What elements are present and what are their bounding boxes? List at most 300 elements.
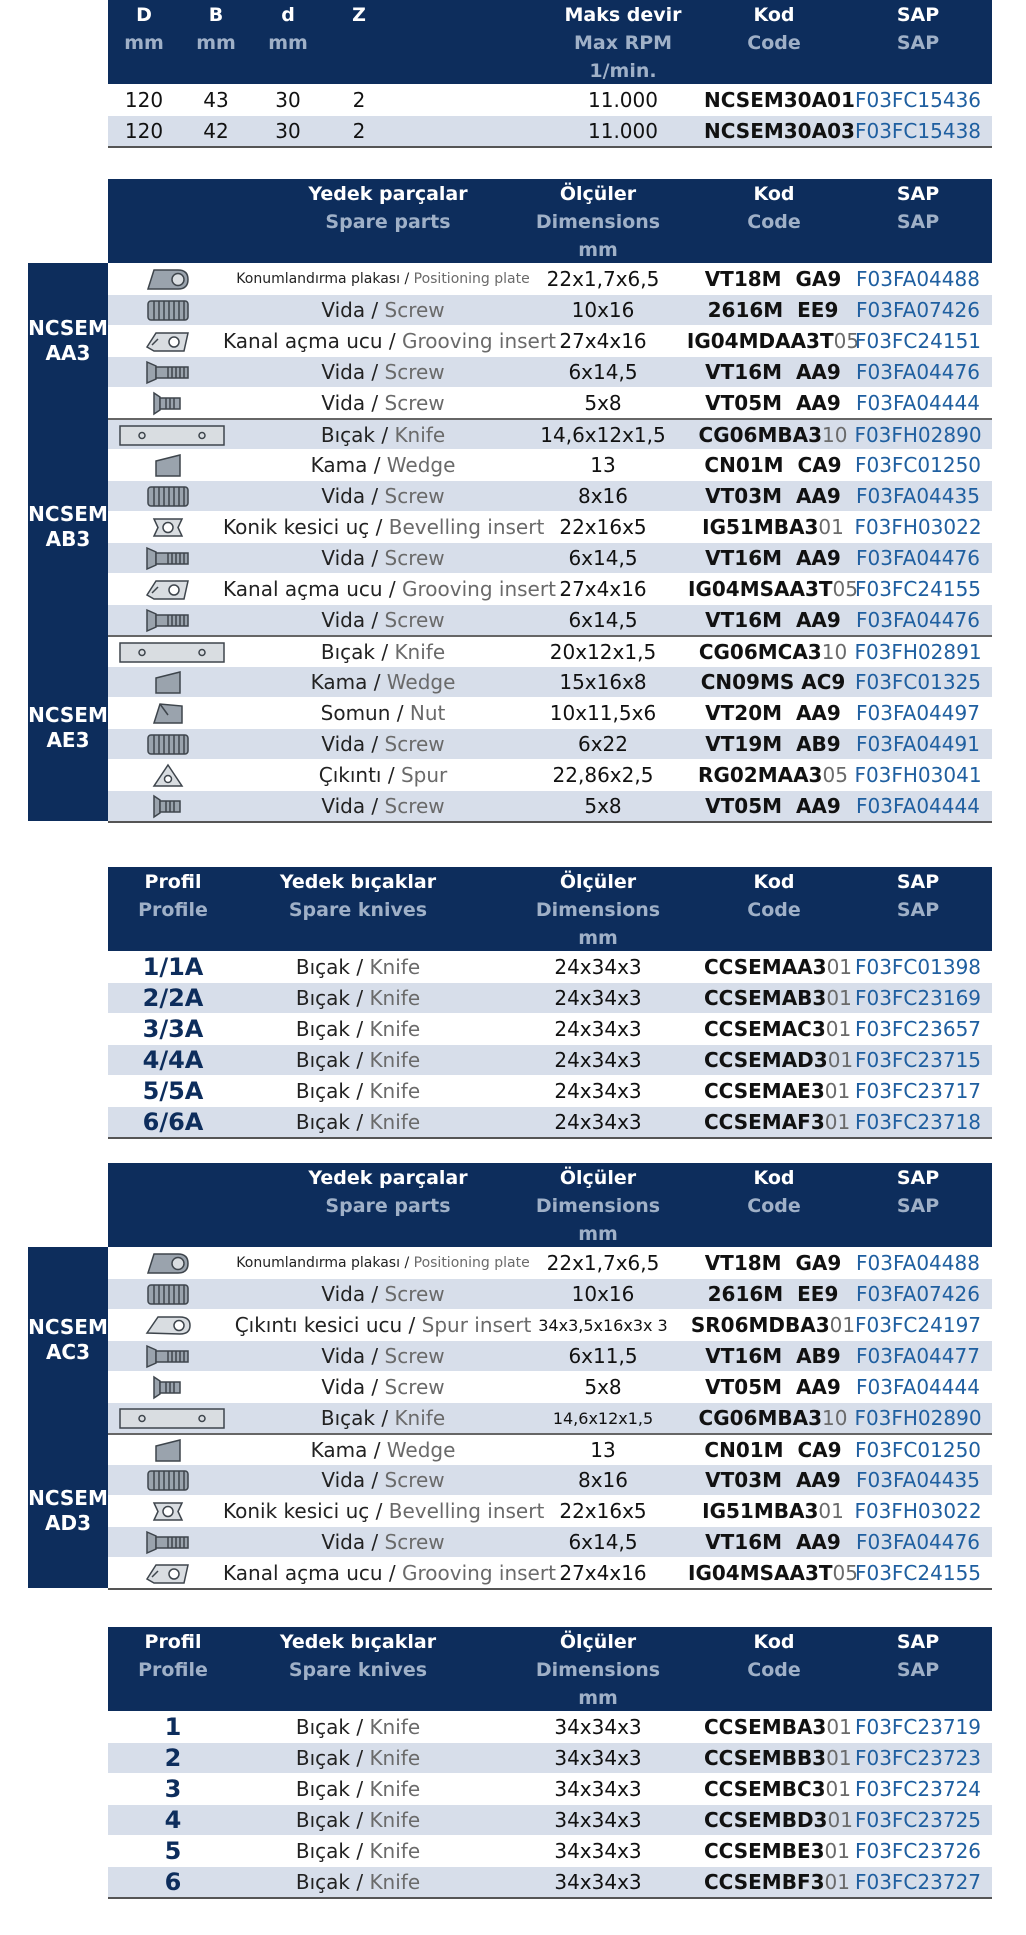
code-cell bbox=[704, 983, 852, 1014]
part-name-slash: / bbox=[402, 1313, 422, 1337]
part-name-tr: Vida bbox=[321, 1530, 366, 1554]
sap-cell: F03FH02890 bbox=[854, 423, 982, 447]
code-cell bbox=[683, 1558, 863, 1589]
dimension-cell: 34x34x3 bbox=[554, 1777, 642, 1801]
part-name-tr: Bıçak bbox=[295, 1839, 350, 1863]
column-header-unit: 1/min. bbox=[589, 60, 657, 82]
dimension-cell: 34x34x3 bbox=[554, 1746, 642, 1770]
column-header bbox=[518, 868, 678, 952]
column-header-en: Dimensions bbox=[535, 1195, 661, 1217]
sap-cell: F03FC23718 bbox=[854, 1110, 982, 1134]
table-bottom-rule bbox=[108, 821, 992, 823]
product-group-label bbox=[28, 1433, 108, 1588]
code-cell: NCSEM30A03 bbox=[704, 119, 855, 143]
table-header bbox=[108, 867, 992, 951]
column-header bbox=[844, 1164, 992, 1220]
part-name-slash: / bbox=[382, 329, 403, 353]
knife-icon bbox=[118, 1406, 226, 1431]
product-group-label-text bbox=[28, 502, 108, 552]
part-name-en: Bevelling insert bbox=[388, 515, 545, 539]
code-base: VT19M AB9 bbox=[705, 732, 841, 756]
code-base: VT16M AA9 bbox=[705, 546, 841, 570]
z-cell: 2 bbox=[352, 88, 366, 112]
part-name-tr: Bıçak bbox=[295, 1079, 350, 1103]
code-suffix: 01 bbox=[826, 1746, 852, 1770]
part-name-cell bbox=[238, 952, 478, 983]
part-name-tr: Kama bbox=[310, 1438, 368, 1462]
product-group-line1: NCSEM bbox=[28, 315, 108, 340]
screw-long-icon bbox=[144, 1468, 192, 1493]
code-suffix: 01 bbox=[825, 1777, 851, 1801]
dimension-cell: 5x8 bbox=[584, 794, 622, 818]
code-suffix: 01 bbox=[826, 986, 852, 1010]
part-name-tr: Bıçak bbox=[320, 640, 375, 664]
profile-cell: 6 bbox=[164, 1868, 182, 1896]
part-name-tr: Vida bbox=[321, 484, 366, 508]
part-name-cell bbox=[223, 637, 543, 668]
column-header-tr: SAP bbox=[896, 871, 940, 893]
sap-cell: F03FA04476 bbox=[856, 360, 980, 384]
column-header-tr: d bbox=[281, 4, 295, 26]
code-base: 2616M EE9 bbox=[707, 1282, 839, 1306]
part-name-en: Screw bbox=[384, 298, 445, 322]
table-row bbox=[108, 1866, 992, 1897]
code-suffix: 10 bbox=[822, 1406, 848, 1430]
bore-cell: 30 bbox=[275, 119, 301, 143]
sap-cell: F03FC01325 bbox=[854, 670, 982, 694]
part-name-tr: Kanal açma ucu bbox=[223, 1561, 383, 1585]
table-row bbox=[108, 84, 992, 115]
part-name-tr: Bıçak bbox=[295, 1110, 350, 1134]
sap-cell: F03FA04476 bbox=[856, 608, 980, 632]
dimension-cell: 22x1,7x6,5 bbox=[546, 1251, 660, 1275]
part-name-tr: Konumlandırma plakası bbox=[236, 271, 400, 287]
code-cell bbox=[683, 326, 863, 357]
part-name-en: Screw bbox=[384, 484, 445, 508]
part-name-en: Positioning plate bbox=[413, 1255, 530, 1271]
code-cell bbox=[683, 420, 863, 451]
column-header-tr: SAP bbox=[896, 1167, 940, 1189]
code-suffix: 10 bbox=[821, 640, 848, 664]
spur-icon bbox=[144, 763, 192, 788]
dimension-cell: 8x16 bbox=[577, 484, 628, 508]
code-cell bbox=[683, 1248, 863, 1279]
part-name-en: Screw bbox=[384, 546, 445, 570]
table-row bbox=[108, 1433, 992, 1464]
part-name-slash: / bbox=[365, 1282, 385, 1306]
part-name-slash: / bbox=[365, 608, 385, 632]
table-row bbox=[108, 115, 992, 146]
part-name-slash: / bbox=[374, 640, 395, 664]
profile-cell: 1/1A bbox=[142, 953, 204, 981]
d-cell: 120 bbox=[124, 88, 164, 112]
code-cell bbox=[683, 605, 863, 636]
column-header bbox=[518, 1628, 678, 1712]
code-base: RG02MAA3 bbox=[698, 763, 823, 787]
column-header-en: Code bbox=[747, 211, 801, 233]
part-name-cell bbox=[223, 760, 543, 791]
dimension-cell: 24x34x3 bbox=[554, 1017, 642, 1041]
table-row bbox=[108, 635, 992, 666]
table-header bbox=[108, 1627, 992, 1711]
dimension-cell: 14,6x12x1,5 bbox=[552, 1409, 654, 1428]
part-name-cell bbox=[238, 1836, 478, 1867]
column-header-tr: Profil bbox=[144, 871, 202, 893]
product-group-label bbox=[28, 1247, 108, 1433]
column-header bbox=[518, 180, 678, 264]
product-group-line2: AA3 bbox=[45, 340, 91, 365]
dimension-cell: 15x16x8 bbox=[559, 670, 647, 694]
profile-cell: 4/4A bbox=[142, 1046, 204, 1074]
code-base: VT18M GA9 bbox=[704, 1251, 842, 1275]
column-header-tr: Z bbox=[352, 4, 366, 26]
part-name-cell bbox=[223, 481, 543, 512]
table-header bbox=[108, 179, 992, 263]
table-row bbox=[108, 1495, 992, 1526]
column-header bbox=[268, 180, 508, 236]
dimension-cell: 6x14,5 bbox=[568, 360, 638, 384]
part-name-cell bbox=[223, 1279, 543, 1310]
code-base: CCSEMBE3 bbox=[704, 1839, 825, 1863]
sap-cell: F03FC24151 bbox=[854, 329, 982, 353]
column-header-en: Spare knives bbox=[288, 1659, 428, 1681]
sap-cell: F03FC23727 bbox=[854, 1870, 982, 1894]
code-cell bbox=[683, 1527, 863, 1558]
part-name-cell bbox=[223, 264, 543, 295]
sap-cell: F03FA04435 bbox=[856, 484, 980, 508]
part-name-en: Knife bbox=[369, 1110, 421, 1134]
code-base: CCSEMAF3 bbox=[704, 1110, 825, 1134]
code-cell bbox=[683, 1403, 863, 1434]
part-name-slash: / bbox=[349, 1746, 370, 1770]
part-name-slash: / bbox=[365, 1344, 385, 1368]
part-name-slash: / bbox=[349, 1715, 370, 1739]
code-base: VT05M AA9 bbox=[705, 1375, 841, 1399]
code-base: CCSEMBD3 bbox=[704, 1808, 828, 1832]
table-row bbox=[108, 480, 992, 511]
part-name-cell bbox=[223, 1372, 543, 1403]
sap-cell: F03FA07426 bbox=[856, 298, 980, 322]
sap-cell: F03FA04488 bbox=[856, 1251, 980, 1275]
dimension-cell: 22,86x2,5 bbox=[552, 763, 654, 787]
code-base: CCSEMAA3 bbox=[704, 955, 827, 979]
code-cell bbox=[683, 1465, 863, 1496]
table-row bbox=[108, 1247, 992, 1278]
code-cell bbox=[704, 1014, 852, 1045]
dimension-cell: 10x16 bbox=[571, 1282, 635, 1306]
sap-cell: F03FC15438 bbox=[854, 119, 982, 143]
column-header bbox=[108, 1628, 238, 1684]
part-name-cell bbox=[223, 1527, 543, 1558]
part-name-cell bbox=[238, 1774, 478, 1805]
part-name-slash: / bbox=[382, 577, 403, 601]
code-cell bbox=[683, 729, 863, 760]
dimension-cell: 27x4x16 bbox=[559, 577, 647, 601]
column-header bbox=[704, 1628, 844, 1684]
code-cell bbox=[683, 512, 863, 543]
part-name-tr: Kama bbox=[310, 670, 368, 694]
dimension-cell: 22x16x5 bbox=[559, 1499, 647, 1523]
part-name-tr: Kanal açma ucu bbox=[223, 329, 383, 353]
code-cell bbox=[704, 1805, 853, 1836]
product-group-line2: AC3 bbox=[45, 1340, 91, 1364]
part-name-slash: / bbox=[374, 1406, 395, 1430]
profile-cell: 3/3A bbox=[142, 1015, 204, 1043]
table-row bbox=[108, 666, 992, 697]
sap-cell: F03FA04491 bbox=[856, 732, 980, 756]
table-bottom-rule bbox=[108, 146, 992, 148]
wedge-icon bbox=[144, 670, 192, 695]
table-row bbox=[108, 356, 992, 387]
code-suffix: 01 bbox=[818, 515, 844, 539]
part-name-slash: / bbox=[381, 763, 401, 787]
column-header-en: Spare knives bbox=[288, 899, 428, 921]
machine-spec-table bbox=[108, 0, 992, 150]
code-cell bbox=[704, 1107, 851, 1138]
dimension-cell: 22x16x5 bbox=[559, 515, 647, 539]
screw-long-icon bbox=[144, 484, 192, 509]
code-cell bbox=[683, 791, 863, 822]
table-row bbox=[108, 511, 992, 542]
b-cell: 42 bbox=[203, 119, 229, 143]
sap-cell: F03FA04477 bbox=[856, 1344, 980, 1368]
part-name-tr: Kama bbox=[310, 453, 368, 477]
sap-cell: F03FC01250 bbox=[854, 453, 982, 477]
column-header-tr: Ölçüler bbox=[559, 1631, 637, 1653]
dimension-cell: 14,6x12x1,5 bbox=[540, 423, 666, 447]
screw-long-icon bbox=[144, 298, 192, 323]
product-group-label bbox=[28, 263, 108, 418]
profile-cell: 1 bbox=[164, 1713, 182, 1741]
part-name-tr: Vida bbox=[321, 546, 366, 570]
dimension-cell: 5x8 bbox=[584, 391, 622, 415]
part-name-tr: Bıçak bbox=[295, 1715, 350, 1739]
column-header-en: mm bbox=[196, 32, 236, 54]
part-name-en: Grooving insert bbox=[402, 329, 556, 353]
code-base: CG06MBA3 bbox=[698, 1406, 822, 1430]
code-base: VT05M AA9 bbox=[705, 794, 841, 818]
part-name-tr: Çıkıntı bbox=[318, 763, 382, 787]
part-name-slash: / bbox=[369, 1499, 389, 1523]
part-name-en: Screw bbox=[384, 1468, 445, 1492]
part-name-tr: Bıçak bbox=[295, 1746, 350, 1770]
part-name-en: Knife bbox=[369, 1079, 421, 1103]
part-name-cell bbox=[223, 667, 543, 698]
table-row bbox=[108, 1340, 992, 1371]
part-name-en: Knife bbox=[369, 1746, 421, 1770]
dimension-cell: 5x8 bbox=[584, 1375, 622, 1399]
profile-cell: 4 bbox=[164, 1806, 182, 1834]
table-row bbox=[108, 982, 992, 1013]
dimension-cell: 6x11,5 bbox=[568, 1344, 638, 1368]
part-name-cell bbox=[238, 1867, 478, 1898]
part-name-slash: / bbox=[365, 391, 385, 415]
screw-short-icon bbox=[144, 1375, 192, 1400]
column-header bbox=[238, 1628, 478, 1684]
profile-cell: 2/2A bbox=[142, 984, 204, 1012]
part-name-en: Grooving insert bbox=[402, 1561, 556, 1585]
part-name-en: Screw bbox=[384, 391, 445, 415]
sap-cell: F03FC24197 bbox=[854, 1313, 982, 1337]
sap-cell: F03FC01398 bbox=[854, 955, 982, 979]
sap-cell: F03FC23717 bbox=[854, 1079, 982, 1103]
part-name-tr: Çıkıntı kesici ucu bbox=[234, 1313, 403, 1337]
code-cell bbox=[683, 481, 863, 512]
column-header bbox=[844, 868, 992, 924]
column-header-en: Code bbox=[747, 32, 801, 54]
code-suffix: 10 bbox=[822, 423, 848, 447]
code-base: VT20M AA9 bbox=[705, 701, 841, 725]
column-header-en: Dimensions bbox=[535, 1659, 661, 1681]
column-header-tr: Ölçüler bbox=[559, 183, 637, 205]
code-suffix: 05 bbox=[832, 577, 858, 601]
wedge-icon bbox=[144, 453, 192, 478]
screw-long-icon bbox=[144, 732, 192, 757]
part-name-slash: / bbox=[349, 1777, 370, 1801]
code-cell bbox=[683, 450, 863, 481]
sap-cell: F03FC23169 bbox=[854, 986, 982, 1010]
code-suffix: 01 bbox=[826, 1715, 852, 1739]
code-cell bbox=[683, 1310, 863, 1341]
screw-icon bbox=[144, 1530, 192, 1555]
part-name-en: Knife bbox=[369, 1048, 421, 1072]
column-header-unit: mm bbox=[578, 1223, 618, 1245]
table-row bbox=[108, 542, 992, 573]
table-row bbox=[108, 1742, 992, 1773]
knife-icon bbox=[118, 640, 226, 665]
part-name-slash: / bbox=[400, 271, 414, 287]
part-name-cell bbox=[223, 1341, 543, 1372]
column-header bbox=[324, 1, 394, 29]
code-cell bbox=[683, 543, 863, 574]
sap-cell: F03FH03022 bbox=[854, 515, 982, 539]
d-cell: 120 bbox=[124, 119, 164, 143]
part-name-cell bbox=[238, 1805, 478, 1836]
table-bottom-rule bbox=[108, 1137, 992, 1139]
profile-cell: 5/5A bbox=[142, 1077, 204, 1105]
part-name-slash: / bbox=[365, 794, 385, 818]
sap-cell: F03FC15436 bbox=[854, 88, 982, 112]
column-header bbox=[108, 1, 180, 57]
code-suffix: 01 bbox=[825, 1017, 852, 1041]
dimension-cell: 20x12x1,5 bbox=[549, 640, 657, 664]
code-base: CN01M CA9 bbox=[704, 1438, 842, 1462]
column-header-en: mm bbox=[268, 32, 308, 54]
column-header-unit: mm bbox=[578, 927, 618, 949]
code-base: VT03M AA9 bbox=[705, 1468, 841, 1492]
rpm-cell: 11.000 bbox=[588, 88, 658, 112]
sap-cell: F03FA04476 bbox=[856, 546, 980, 570]
table-row bbox=[108, 418, 992, 449]
profile-cell: 2 bbox=[164, 1744, 182, 1772]
code-cell bbox=[683, 295, 863, 326]
sap-cell: F03FC23657 bbox=[854, 1017, 982, 1041]
column-header-tr: SAP bbox=[896, 1631, 940, 1653]
sap-cell: F03FA04444 bbox=[856, 1375, 980, 1399]
code-cell bbox=[683, 760, 863, 791]
screw-short-icon bbox=[144, 794, 192, 819]
profile-cell: 3 bbox=[164, 1775, 182, 1803]
part-name-en: Knife bbox=[369, 955, 421, 979]
sap-cell: F03FC23715 bbox=[854, 1048, 982, 1072]
column-header-unit: mm bbox=[578, 1687, 618, 1709]
sap-cell: F03FC01250 bbox=[854, 1438, 982, 1462]
table-row bbox=[108, 1711, 992, 1742]
column-header-unit: mm bbox=[578, 239, 618, 261]
column-header bbox=[252, 1, 324, 57]
part-name-cell bbox=[223, 450, 543, 481]
dimension-cell: 27x4x16 bbox=[559, 329, 647, 353]
part-name-en: Positioning plate bbox=[413, 271, 530, 287]
part-name-en: Knife bbox=[369, 1715, 421, 1739]
grooving-insert-icon bbox=[144, 577, 192, 602]
code-base: VT16M AA9 bbox=[705, 360, 841, 384]
column-header-tr: Yedek parçalar bbox=[308, 183, 468, 205]
part-name-cell bbox=[223, 543, 543, 574]
column-header-en: Dimensions bbox=[535, 211, 661, 233]
sap-cell: F03FA04488 bbox=[856, 267, 980, 291]
column-header-tr: SAP bbox=[896, 4, 940, 26]
code-suffix: 01 bbox=[824, 1839, 850, 1863]
b-cell: 43 bbox=[203, 88, 229, 112]
code-cell bbox=[704, 952, 853, 983]
code-base: IG51MBA3 bbox=[702, 515, 819, 539]
table-row bbox=[108, 759, 992, 790]
part-name-en: Knife bbox=[394, 1406, 446, 1430]
part-name-en: Spur bbox=[400, 763, 448, 787]
sap-cell: F03FC23724 bbox=[854, 1777, 982, 1801]
column-header-en: Max RPM bbox=[573, 32, 673, 54]
table-row bbox=[108, 573, 992, 604]
column-header bbox=[528, 1, 718, 85]
part-name-en: Knife bbox=[394, 423, 446, 447]
part-name-tr: Kanal açma ucu bbox=[223, 577, 383, 601]
part-name-slash: / bbox=[365, 360, 385, 384]
column-header bbox=[180, 1, 252, 57]
part-name-en: Bevelling insert bbox=[388, 1499, 545, 1523]
screw-short-icon bbox=[144, 391, 192, 416]
code-cell bbox=[683, 357, 863, 388]
table-row bbox=[108, 449, 992, 480]
part-name-slash: / bbox=[349, 1870, 370, 1894]
column-header-tr: B bbox=[208, 4, 224, 26]
part-name-cell bbox=[238, 1076, 478, 1107]
part-name-tr: Bıçak bbox=[320, 1406, 375, 1430]
part-name-slash: / bbox=[367, 453, 387, 477]
dimension-cell: 6x22 bbox=[577, 732, 628, 756]
code-suffix: 05 bbox=[832, 1561, 858, 1585]
dimension-cell: 13 bbox=[590, 1438, 616, 1462]
code-cell bbox=[704, 1076, 851, 1107]
rpm-cell: 11.000 bbox=[588, 119, 658, 143]
table-row bbox=[108, 1106, 992, 1137]
profile-cell: 6/6A bbox=[142, 1108, 204, 1136]
product-group-line2: AD3 bbox=[44, 1510, 91, 1535]
part-name-cell bbox=[223, 791, 543, 822]
code-cell bbox=[683, 388, 863, 419]
part-name-en: Screw bbox=[384, 732, 445, 756]
part-name-en: Screw bbox=[384, 794, 445, 818]
code-base: CCSEMAE3 bbox=[704, 1079, 825, 1103]
part-name-en: Knife bbox=[369, 1870, 421, 1894]
code-suffix: 05 bbox=[833, 329, 860, 353]
column-header-tr: Ölçüler bbox=[559, 871, 637, 893]
part-name-slash: / bbox=[349, 1048, 370, 1072]
part-name-en: Knife bbox=[369, 986, 421, 1010]
code-cell bbox=[704, 1836, 850, 1867]
code-cell bbox=[683, 1435, 863, 1466]
column-header-tr: Kod bbox=[753, 1167, 795, 1189]
